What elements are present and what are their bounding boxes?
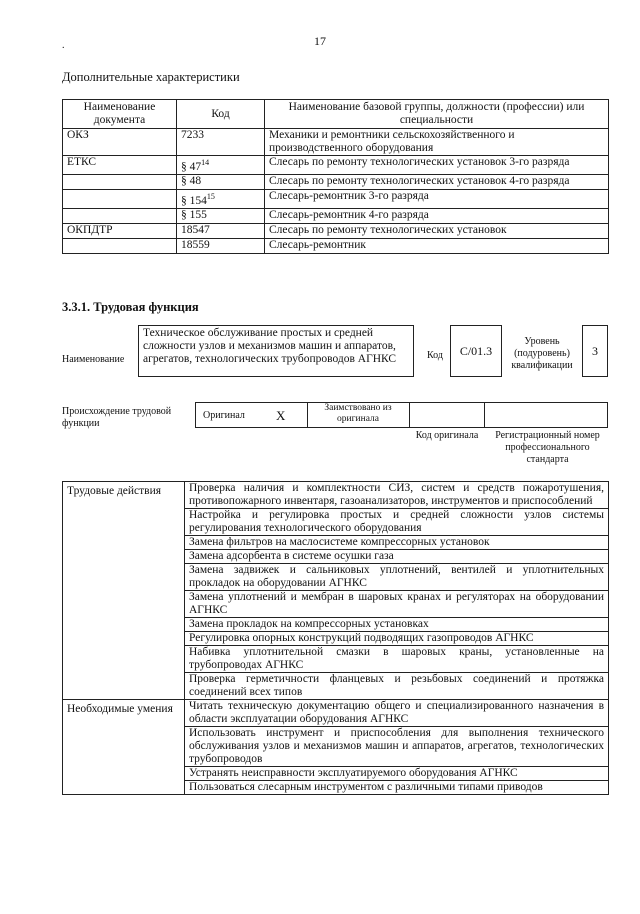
divider (484, 402, 485, 428)
row-doc (63, 189, 177, 208)
skill-item: Устранять неисправности эксплуатируемого оборудования АГНКС (185, 767, 609, 781)
additional-characteristics-title: Дополнительные характеристики (62, 70, 240, 84)
row-doc (63, 174, 177, 189)
work-action-item: Замена прокладок на компрессорных установках (185, 618, 609, 632)
divider (307, 402, 308, 428)
labor-function-title: 3.3.1. Трудовая функция (62, 300, 199, 314)
code-label: Код (427, 350, 443, 361)
table-row (63, 174, 609, 189)
row-code: 18547 (177, 223, 265, 238)
origin-label: Происхождение трудовой функции (62, 406, 172, 429)
divider (409, 402, 410, 428)
skill-item: Читать техническую документацию общего и специализированного назначения в области эксплуатации оборудования АГНКС (185, 700, 609, 727)
work-action-item: Замена адсорбента в системе осушки газа (185, 550, 609, 564)
row-doc: ЕТКС (63, 156, 177, 175)
row-code: § 155 (177, 208, 265, 223)
registration-number-caption: Регистрационный номер профессионального стандарта (495, 430, 600, 465)
original-mark: X (276, 408, 286, 423)
skills-label: Необходимые умения (63, 700, 185, 795)
work-action-item: Проверка герметичности фланцевых и резьбовых соединений и протяжка соединений всех типов (185, 673, 609, 700)
table-row (63, 700, 609, 727)
skill-item: Использовать инструмент и приспособления для выполнения технического обслуживания узлов и механизмов машин и аппаратов, агрегатов, технологических трубопроводов (185, 727, 609, 767)
table-row (63, 129, 609, 156)
footnote-ref: 15 (206, 191, 215, 201)
skill-item: Пользоваться слесарным инструментом с различными типами приводов (185, 781, 609, 795)
row-code: 18559 (177, 238, 265, 253)
row-name: Слесарь-ремонтник 3-го разряда (265, 189, 609, 208)
table-row (63, 189, 609, 208)
table-row (63, 156, 609, 175)
original-code-caption: Код оригинала (415, 430, 479, 441)
table-row (63, 223, 609, 238)
footnote-ref: 14 (201, 158, 210, 167)
row-name: Механики и ремонтники сельскохозяйственного и производственного оборудования (265, 129, 609, 156)
work-action-item: Регулировка опорных конструкций подводящих газопроводов АГНКС (185, 632, 609, 646)
table-row (63, 208, 609, 223)
table-header-row (63, 100, 609, 129)
row-doc: ОКПДТР (63, 223, 177, 238)
row-code: 7233 (177, 129, 265, 156)
page-number: 17 (314, 34, 326, 48)
original-label: Оригинал (203, 410, 245, 421)
qualification-level-box: 3 (582, 325, 608, 377)
name-label: Наименование (62, 354, 125, 365)
row-doc (63, 238, 177, 253)
header-doc: Наименование документа (63, 100, 177, 129)
row-name: Слесарь по ремонту технологических установок (265, 223, 609, 238)
table-row (63, 238, 609, 253)
row-doc (63, 208, 177, 223)
work-action-item: Замена задвижек и сальниковых уплотнений, вентилей и уплотнительных прокладок на оборудовании АГНКС (185, 564, 609, 591)
row-code: § 48 (177, 174, 265, 189)
header-name: Наименование базовой группы, должности (профессии) или специальности (265, 100, 609, 129)
work-action-item: Настройка и регулировка простых и средней сложности узлов системы регулирования технологического оборудования (185, 509, 609, 536)
row-name: Слесарь-ремонтник 4-го разряда (265, 208, 609, 223)
row-name: Слесарь по ремонту технологических установок 3-го разряда (265, 156, 609, 175)
additional-characteristics-table (62, 99, 609, 254)
work-action-item: Проверка наличия и комплектности СИЗ, систем и средств пожаротушения, противопожарного инвентаря, газоанализаторов, инструментов и приспособлений (185, 482, 609, 509)
work-action-item: Замена уплотнений и мембран в шаровых кранах и регуляторах на оборудовании АГНКС (185, 591, 609, 618)
work-action-item: Набивка уплотнительной смазки в шаровых краны, установленные на трубопроводах АГНКС (185, 646, 609, 673)
work-actions-label: Трудовые действия (63, 482, 185, 700)
page-dot: . (62, 40, 65, 51)
table-row (63, 482, 609, 509)
function-code-box: C/01.3 (450, 325, 502, 377)
row-code: § $47^{14}$ (177, 156, 265, 175)
work-action-item: Замена фильтров на маслосистеме компрессорных установок (185, 536, 609, 550)
function-name-box: Техническое обслуживание простых и средней сложности узлов и механизмов машин и аппаратов, агрегатов, технологических трубопроводов АГНКС (138, 325, 414, 377)
qualification-level-label: Уровень (подуровень) квалификации (511, 336, 573, 371)
row-doc: ОКЗ (63, 129, 177, 156)
row-code: § $154^{15}$ (177, 189, 265, 208)
work-actions-table (62, 481, 609, 795)
row-name: Слесарь-ремонтник (265, 238, 609, 253)
row-name: Слесарь по ремонту технологических установок 4-го разряда (265, 174, 609, 189)
borrowed-label: Заимствовано из оригинала (324, 403, 392, 424)
header-code: Код (177, 100, 265, 129)
